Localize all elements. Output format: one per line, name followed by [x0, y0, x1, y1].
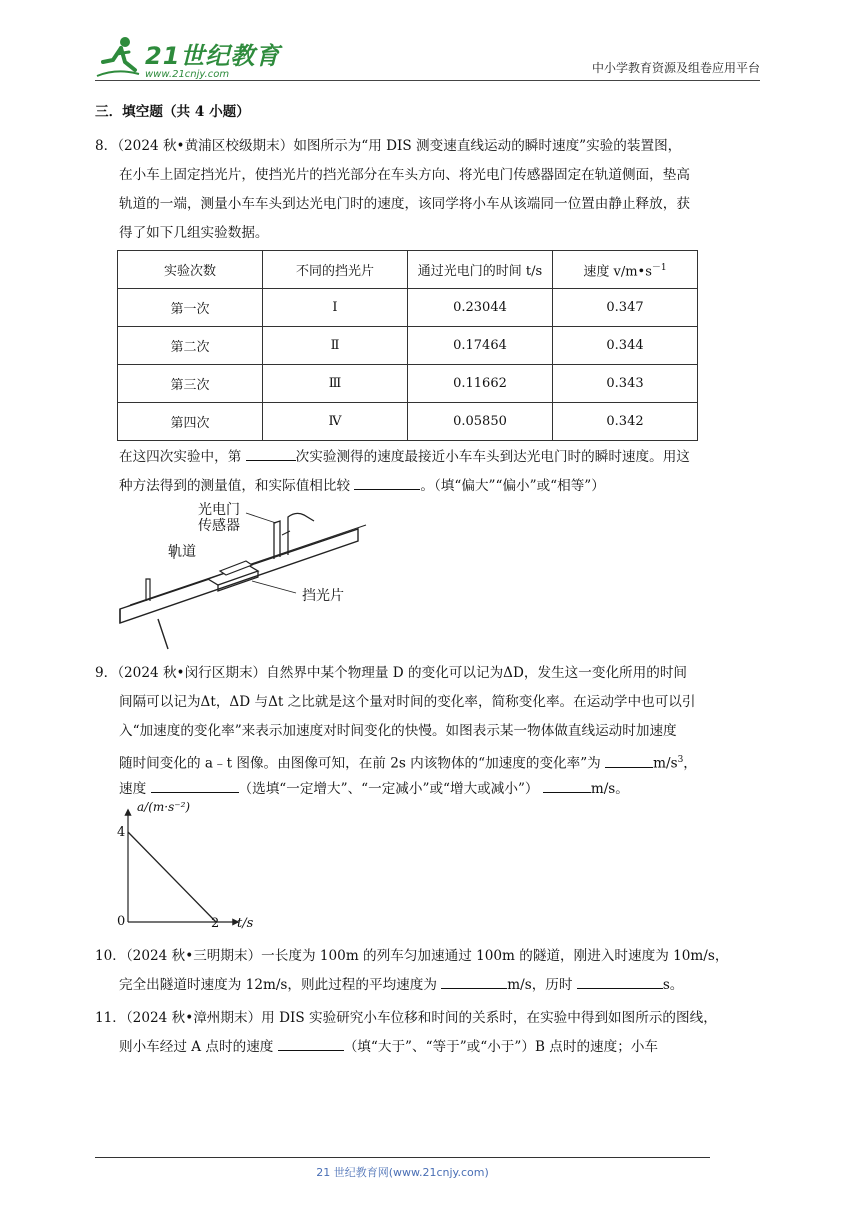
question-8: [95, 132, 765, 651]
a-t-graph: [113, 800, 273, 934]
q10-line: [95, 971, 765, 1000]
y-tick-label: 4: [117, 825, 126, 840]
sensor-label-2: 传感器: [198, 518, 240, 534]
page-header: [95, 30, 760, 81]
table-cell: Ⅱ: [263, 327, 408, 365]
speed-header-unit-sup: －1: [651, 262, 667, 273]
table-cell: Ⅲ: [263, 365, 408, 403]
q9-line: [95, 746, 765, 775]
table-cell: 第三次: [118, 365, 263, 403]
runner-logo-icon: [95, 34, 141, 80]
q8-text: 种方法得到的测量值，和实际值相比较: [119, 478, 355, 494]
answer-blank[interactable]: [151, 778, 239, 793]
table-header-row: [118, 251, 698, 289]
q9-text: （选填“一定增大”、“一定减小”或“增大或减小”）: [238, 781, 543, 797]
x-tick-label: 2: [211, 916, 220, 931]
table-header-cell: [553, 251, 698, 289]
table-cell: 0.11662: [408, 365, 553, 403]
answer-blank[interactable]: [577, 974, 663, 989]
shade-label: 挡光片: [302, 588, 344, 604]
dis-apparatus-figure: [118, 501, 378, 651]
table-cell: 0.05850: [408, 403, 553, 441]
logo-title: 21世纪教育: [145, 42, 281, 70]
page-footer: [95, 1157, 710, 1179]
q9-text: m/s。: [590, 781, 629, 797]
a-t-graph-svg: [113, 804, 273, 934]
site-logo: [95, 34, 280, 80]
table-row: [118, 365, 698, 403]
sensor-label-1: 光电门: [198, 502, 240, 518]
table-row: [118, 327, 698, 365]
table-cell: 0.23044: [408, 289, 553, 327]
table-cell: Ⅳ: [263, 403, 408, 441]
q9-line: 9．（2024 秋•闵行区期末）自然界中某个物理量 D 的变化可以记为ΔD，发生这一变化所用的时间: [95, 665, 688, 681]
table-cell: 0.347: [553, 289, 698, 327]
q9-text: 随时间变化的 a﹣t 图像。由图像可知，在前 2s 内该物体的“加速度的变化率”为: [119, 755, 606, 772]
table-cell: 第一次: [118, 289, 263, 327]
q8-answer-line-1: [95, 443, 765, 472]
table-row: [118, 289, 698, 327]
table-cell: 0.343: [553, 365, 698, 403]
footer-text: 21 世纪教育网(www.21cnjy.com): [316, 1166, 489, 1179]
q10-line: 10．（2024 秋•三明期末）一长度为 100m 的列车匀加速通过 100m 的隧道，刚进入时速度为 10m/s，: [95, 948, 729, 964]
q10-text: 完全出隧道时速度为 12m/s，则此过程的平均速度为: [119, 977, 442, 993]
table-cell: Ⅰ: [263, 289, 408, 327]
series-line: [128, 832, 216, 922]
q9-line: 间隔可以记为Δt，ΔD 与Δt 之比就是这个量对时间的变化率，简称变化率。在运动学中也可以引: [119, 694, 696, 710]
answer-blank[interactable]: [278, 1036, 344, 1051]
q11-text: （填“大于”、“等于”或“小于”）B 点时的速度；小车: [343, 1039, 659, 1055]
q8-line: 轨道的一端，测量小车车头到达光电门时的速度，该同学将小车从该端同一位置由静止释放，获: [119, 196, 690, 212]
platform-name: 中小学教育资源及组卷应用平台: [591, 61, 760, 75]
q10-text: s。: [662, 977, 684, 993]
q11-text: 则小车经过 A 点时的速度: [119, 1039, 278, 1055]
q8-line: 得了如下几组实验数据。: [119, 225, 269, 241]
logo-url: www.21cnjy.com: [145, 69, 230, 80]
q9-unit-sup: 3: [677, 755, 684, 765]
table-cell: 第四次: [118, 403, 263, 441]
table-row: [118, 403, 698, 441]
q9-text: ，: [683, 755, 697, 772]
q8-text: 在这四次实验中，第: [119, 449, 246, 465]
table-header-cell: 实验次数: [118, 251, 263, 289]
x-axis-label: t/s: [237, 916, 254, 931]
q9-line: [95, 775, 765, 804]
y-axis-label: a/(m·s⁻²): [137, 800, 191, 814]
q11-line: 11．（2024 秋•漳州期末）用 DIS 实验研究小车位移和时间的关系时，在实验中得到如图所示的图线，: [95, 1010, 717, 1026]
speed-header-label: 速度 v/m•s: [583, 264, 652, 280]
q8-answer-line-2: [95, 472, 765, 501]
answer-blank[interactable]: [354, 475, 420, 490]
section-title: 三．填空题（共 4 小题）: [95, 104, 250, 120]
q9-line: 入“加速度的变化率”来表示加速度对时间变化的快慢。如图表示某一物体做直线运动时加速度: [119, 723, 677, 739]
table-cell: 0.344: [553, 327, 698, 365]
q10-text: m/s，历时: [507, 977, 577, 993]
experiment-table: [117, 250, 698, 441]
q9-text: 速度: [119, 781, 151, 797]
question-11: [95, 1004, 765, 1062]
q8-text: 次实验测得的速度最接近小车车头到达光电门时的瞬时速度。用这: [295, 449, 690, 465]
track-label: 轨道: [168, 544, 196, 560]
table-cell: 0.342: [553, 403, 698, 441]
origin-label: 0: [117, 914, 126, 929]
table-header-cell: 通过光电门的时间 t/s: [408, 251, 553, 289]
question-9: [95, 659, 765, 934]
page-content: [95, 100, 765, 1062]
table-cell: 第二次: [118, 327, 263, 365]
q8-text: 。（填“偏大”“偏小”或“相等”）: [420, 478, 605, 494]
answer-blank[interactable]: [543, 778, 591, 793]
answer-blank[interactable]: [441, 974, 507, 989]
q8-line: 在小车上固定挡光片，使挡光片的挡光部分在车头方向、将光电门传感器固定在轨道侧面，垫高: [119, 167, 690, 183]
answer-blank[interactable]: [246, 446, 296, 461]
q11-line: [95, 1033, 765, 1062]
apparatus-drawing: [118, 501, 378, 651]
q9-unit: m/s: [653, 755, 678, 772]
q8-line: 8．（2024 秋•黄浦区校级期末）如图所示为“用 DIS 测变速直线运动的瞬时速度”实验的装置图，: [95, 138, 682, 154]
table-header-cell: 不同的挡光片: [263, 251, 408, 289]
answer-blank[interactable]: [605, 753, 653, 768]
question-10: [95, 942, 765, 1000]
table-cell: 0.17464: [408, 327, 553, 365]
